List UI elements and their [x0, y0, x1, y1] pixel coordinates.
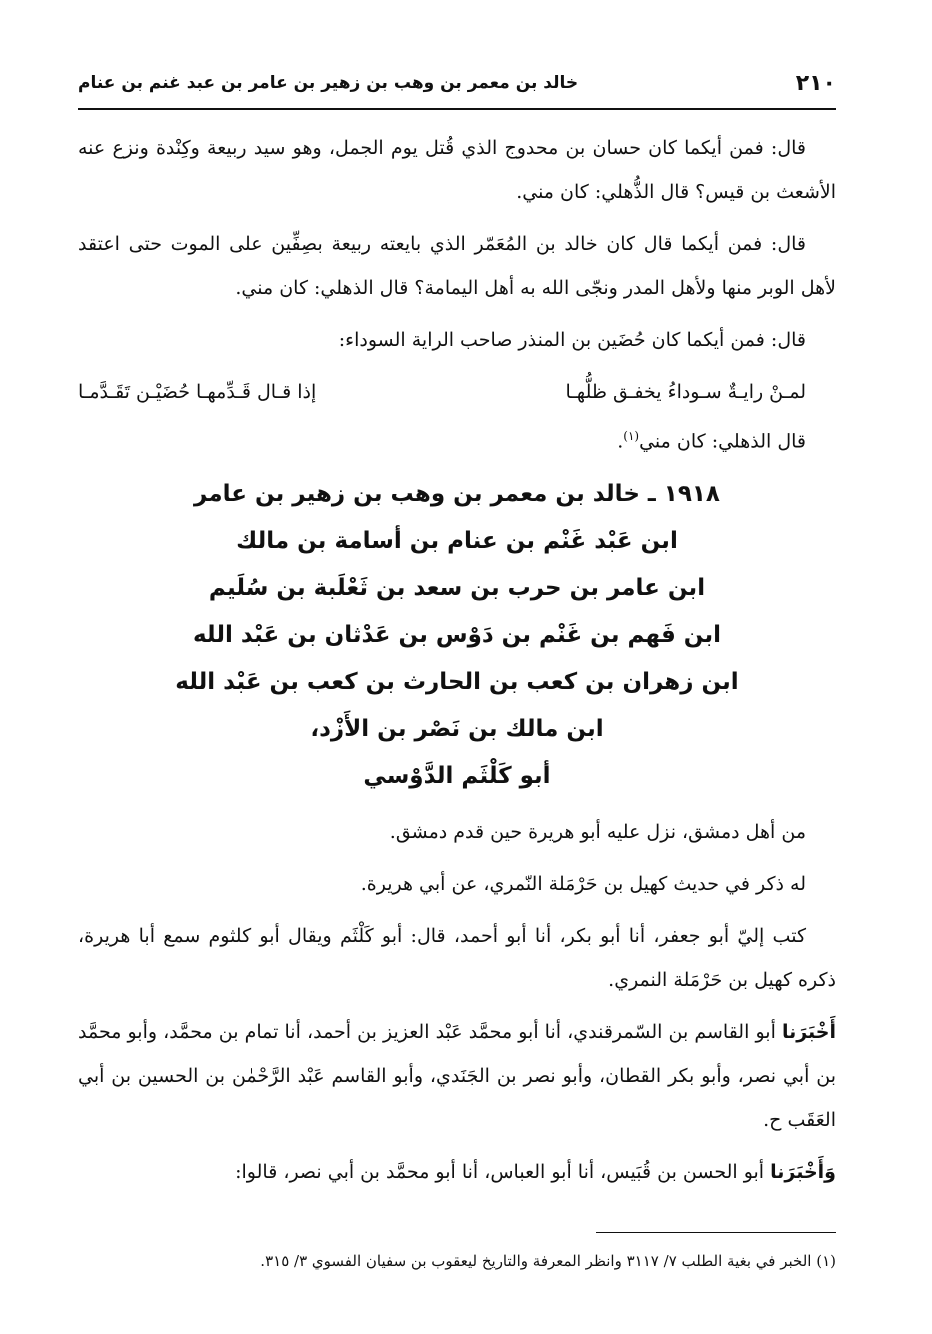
main-text: [78, 126, 836, 1202]
paragraph-after-verse: [78, 414, 836, 463]
footnote-divider: [596, 1232, 836, 1233]
paragraph-hassan: قال: فمن أيكما كان حسان بن محدوج الذي قُتل يوم الجمل، وهو سيد ربيعة وكِنْدة ونزع عنه الأشعث بن قيس؟ قال الذُّهلي: كان مني.: [78, 137, 836, 203]
page-number: ٢١٠: [795, 70, 836, 96]
footnote-reference: (١): [623, 429, 640, 443]
poetry-verse: [78, 370, 836, 414]
entry-heading-line: ابن مالك بن نَصْر بن الأَزْد،: [310, 716, 604, 743]
entry-heading-line: ابن فَهم بن غَنْم بن دَوْس بن عَدْثان بن عَبْد الله: [192, 622, 722, 649]
isnad-text: أبو الحسن بن قُبَيس، أنا أبو العباس، أنا أبو محمَّد بن أبي نصر، قالوا:: [235, 1161, 771, 1184]
isnad-keyword: وَأَخْبَرَنا: [770, 1161, 836, 1184]
after-verse-end: .: [617, 430, 624, 453]
footnote-marker: (١): [816, 1252, 836, 1270]
entry-heading-line: ابن زهران بن كعب بن الحارث بن كعب بن عَبْد الله: [175, 669, 739, 696]
paragraph-isnad-1: [78, 1010, 836, 1142]
running-title: خالد بن معمر بن وهب بن زهير بن عامر بن عبد غنم بن عنام: [78, 73, 579, 93]
entry-heading-line: ابن عامر بن حرب بن سعد بن ثَعْلَبة بن سُلَيم: [208, 575, 706, 602]
isnad-keyword: أَخْبَرَنا: [781, 1021, 836, 1044]
entry-heading: [78, 471, 836, 800]
paragraph-origin: من أهل دمشق، نزل عليه أبو هريرة حين قدم دمشق.: [389, 821, 806, 844]
entry-heading-line: ١٩١٨ ـ خالد بن معمر بن وهب بن زهير بن عامر: [194, 481, 720, 508]
isnad-text: أبو القاسم بن السّمرقندي، أنا أبو محمَّد عَبْد العزيز بن أحمد، أنا تمام بن محمَّد، وأبو محمَّد بن أبي نصر، وأبو بكر القطان، وأبو نصر بن الجَنَدي، وأبو القاسم عَبْد الرَّحْمٰن بن الحسين بن أبي العَقَب ح.: [78, 1021, 836, 1132]
verse-first-hemistich: لمـنْ رايـةٌ سـوداءُ يخفـق ظلُّهـا: [565, 381, 806, 403]
paragraph-isnad-2: [78, 1150, 836, 1194]
paragraph-letter: كتب إليّ أبو جعفر، أنا أبو بكر، أنا أبو أحمد، قال: أبو كَلْثَم ويقال أبو كلثوم سمع أبا هريرة، ذكره كهيل بن حَرْمَلة النمري.: [78, 925, 836, 992]
paragraph-mention: له ذكر في حديث كهيل بن حَرْمَلة النّمري، عن أبي هريرة.: [360, 873, 806, 896]
page-header: [78, 60, 836, 106]
entry-heading-line: أبو كَلْثَم الدَّوْسي: [363, 763, 551, 790]
footnote: [78, 1246, 836, 1276]
footnote-text: الخبر في بغية الطلب ٧/ ٣١١٧ وانظر المعرفة والتاريخ ليعقوب بن سفيان الفسوي ٣/ ٣١٥.: [260, 1252, 812, 1270]
verse-second-hemistich: إذا قـال قَـدِّمهـا حُضَيْـن تَقَـدَّمـا: [78, 381, 317, 403]
paragraph-khalid: قال: فمن أيكما قال كان خالد بن المُعَمّر الذي بايعته ربيعة بصِفِّين على الموت حتى اعتقد لأهل الوبر منها ولأهل المدر ونجّى الله به أهل اليمامة؟ قال الذهلي: كان مني.: [78, 233, 836, 299]
entry-heading-line: ابن عَبْد غَنْم بن عنام بن أسامة بن مالك: [236, 528, 678, 555]
after-verse-text: قال الذهلي: كان مني: [639, 430, 806, 453]
header-divider: [78, 108, 836, 110]
paragraph-hudayn: قال: فمن أيكما كان حُضَين بن المنذر صاحب الراية السوداء:: [338, 329, 806, 351]
